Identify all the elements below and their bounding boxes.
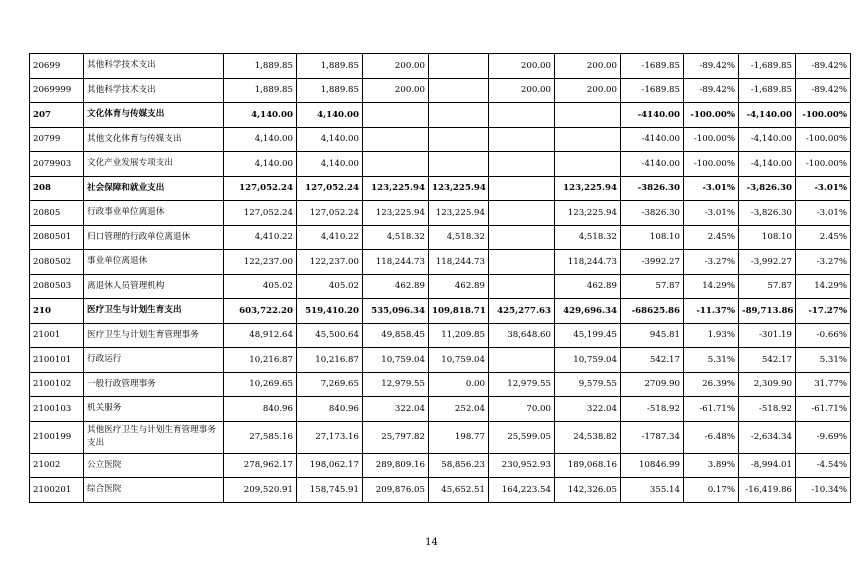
cell-final-general: 200.00	[555, 54, 621, 79]
cell-general-diff-amount: -4,140.00	[739, 152, 796, 177]
cell-code: 2080501	[30, 225, 84, 250]
cell-general-diff-percent: -100.00%	[796, 127, 851, 152]
cell-name: 文化产业发展专项支出	[84, 152, 224, 177]
cell-final-total: 10,759.04	[363, 348, 429, 373]
cell-general-diff-percent: -3.27%	[796, 250, 851, 275]
cell-name: 其他文化体育与传媒支出	[84, 127, 224, 152]
cell-general-diff-percent: 31.77%	[796, 372, 851, 397]
cell-general-diff-amount: 542.17	[739, 348, 796, 373]
cell-diff-amount: -3826.30	[621, 201, 684, 226]
table-row	[30, 225, 851, 250]
cell-final-total: 200.00	[363, 78, 429, 103]
table-row	[30, 372, 851, 397]
cell-budget-general: 840.96	[297, 397, 363, 422]
cell-diff-amount: -3992.27	[621, 250, 684, 275]
cell-final-total: 289,809.16	[363, 453, 429, 478]
cell-diff-percent: -6.48%	[684, 421, 739, 453]
cell-diff-percent: -100.00%	[684, 152, 739, 177]
cell-name: 综合医院	[84, 478, 224, 503]
cell-general-diff-amount: 57.87	[739, 274, 796, 299]
cell-general-diff-amount: -16,419.86	[739, 478, 796, 503]
cell-final-total: 118,244.73	[363, 250, 429, 275]
cell-code: 20799	[30, 127, 84, 152]
cell-budget-total: 4,140.00	[224, 152, 297, 177]
cell-general-diff-amount: -3,992.27	[739, 250, 796, 275]
table-row	[30, 397, 851, 422]
cell-general-diff-percent: 14.29%	[796, 274, 851, 299]
cell-diff-amount: -518.92	[621, 397, 684, 422]
cell-general-diff-amount: -1,689.85	[739, 54, 796, 79]
cell-final-total: 123,225.94	[363, 201, 429, 226]
cell-final-total: 535,096.34	[363, 299, 429, 324]
cell-final-general: 189,068.16	[555, 453, 621, 478]
table-row	[30, 250, 851, 275]
cell-budget-total: 603,722.20	[224, 299, 297, 324]
cell-final-project: 25,599.05	[489, 421, 555, 453]
cell-name: 社会保障和就业支出	[84, 176, 224, 201]
cell-diff-amount: -4140.00	[621, 103, 684, 128]
cell-budget-general: 1,889.85	[297, 54, 363, 79]
cell-name: 机关服务	[84, 397, 224, 422]
cell-general-diff-amount: -3,826.30	[739, 176, 796, 201]
cell-code: 207	[30, 103, 84, 128]
cell-final-general: 462.89	[555, 274, 621, 299]
cell-general-diff-amount: -89,713.86	[739, 299, 796, 324]
cell-final-project: 200.00	[489, 78, 555, 103]
cell-diff-amount: -3826.30	[621, 176, 684, 201]
cell-code: 21002	[30, 453, 84, 478]
cell-budget-general: 122,237.00	[297, 250, 363, 275]
cell-code: 20805	[30, 201, 84, 226]
cell-diff-amount: 2709.90	[621, 372, 684, 397]
cell-final-project: 230,952.93	[489, 453, 555, 478]
cell-final-total: 462.89	[363, 274, 429, 299]
cell-general-diff-percent: -89.42%	[796, 78, 851, 103]
cell-final-basic	[429, 54, 489, 79]
cell-final-total	[363, 152, 429, 177]
cell-budget-general: 127,052.24	[297, 201, 363, 226]
cell-code: 2100201	[30, 478, 84, 503]
cell-name: 行政事业单位离退休	[84, 201, 224, 226]
cell-final-project	[489, 250, 555, 275]
cell-general-diff-amount: 2,309.90	[739, 372, 796, 397]
cell-budget-general: 158,745.91	[297, 478, 363, 503]
table-row	[30, 54, 851, 79]
cell-diff-percent: 2.45%	[684, 225, 739, 250]
cell-final-total: 25,797.82	[363, 421, 429, 453]
cell-diff-amount: 542.17	[621, 348, 684, 373]
cell-final-general: 4,518.32	[555, 225, 621, 250]
cell-general-diff-amount: -8,994.01	[739, 453, 796, 478]
cell-final-basic: 11,209.85	[429, 323, 489, 348]
cell-code: 2069999	[30, 78, 84, 103]
cell-final-total: 322.04	[363, 397, 429, 422]
cell-final-basic: 0.00	[429, 372, 489, 397]
cell-final-general: 118,244.73	[555, 250, 621, 275]
cell-final-general: 322.04	[555, 397, 621, 422]
cell-final-basic: 58,856.23	[429, 453, 489, 478]
cell-diff-percent: -100.00%	[684, 127, 739, 152]
cell-budget-general: 519,410.20	[297, 299, 363, 324]
table-row	[30, 478, 851, 503]
cell-name: 一般行政管理事务	[84, 372, 224, 397]
cell-general-diff-percent: -9.69%	[796, 421, 851, 453]
cell-final-total: 49,858.45	[363, 323, 429, 348]
cell-general-diff-percent: -89.42%	[796, 54, 851, 79]
cell-name: 事业单位离退休	[84, 250, 224, 275]
cell-name: 医疗卫生与计划生育管理事务	[84, 323, 224, 348]
cell-diff-amount: -1689.85	[621, 54, 684, 79]
cell-final-total	[363, 127, 429, 152]
cell-budget-general: 7,269.65	[297, 372, 363, 397]
cell-final-basic	[429, 78, 489, 103]
cell-name: 其他科学技术支出	[84, 54, 224, 79]
cell-diff-percent: -3.27%	[684, 250, 739, 275]
cell-general-diff-amount: -518.92	[739, 397, 796, 422]
cell-budget-total: 1,889.85	[224, 78, 297, 103]
cell-code: 2080502	[30, 250, 84, 275]
cell-code: 2079903	[30, 152, 84, 177]
cell-general-diff-amount: -4,140.00	[739, 103, 796, 128]
cell-final-project	[489, 127, 555, 152]
cell-budget-total: 4,410.22	[224, 225, 297, 250]
cell-final-basic: 45,652.51	[429, 478, 489, 503]
cell-final-total: 12,979.55	[363, 372, 429, 397]
cell-final-basic	[429, 152, 489, 177]
cell-final-general: 45,199.45	[555, 323, 621, 348]
table-row	[30, 127, 851, 152]
cell-budget-total: 278,962.17	[224, 453, 297, 478]
cell-final-basic: 118,244.73	[429, 250, 489, 275]
page-number: 14	[425, 537, 438, 548]
cell-budget-total: 10,269.65	[224, 372, 297, 397]
cell-final-basic: 10,759.04	[429, 348, 489, 373]
table-row	[30, 176, 851, 201]
cell-final-project	[489, 201, 555, 226]
cell-budget-total: 48,912.64	[224, 323, 297, 348]
cell-diff-amount: 945.81	[621, 323, 684, 348]
cell-budget-general: 4,140.00	[297, 152, 363, 177]
cell-name: 归口管理的行政单位离退休	[84, 225, 224, 250]
cell-final-general: 24,538.82	[555, 421, 621, 453]
cell-final-general: 9,579.55	[555, 372, 621, 397]
cell-diff-percent: -89.42%	[684, 78, 739, 103]
cell-diff-percent: 0.17%	[684, 478, 739, 503]
cell-final-total: 200.00	[363, 54, 429, 79]
cell-diff-percent: -61.71%	[684, 397, 739, 422]
cell-general-diff-amount: -3,826.30	[739, 201, 796, 226]
cell-final-project	[489, 225, 555, 250]
cell-diff-amount: 108.10	[621, 225, 684, 250]
cell-diff-percent: -3.01%	[684, 176, 739, 201]
cell-general-diff-percent: -10.34%	[796, 478, 851, 503]
cell-diff-percent: -3.01%	[684, 201, 739, 226]
cell-diff-amount: 355.14	[621, 478, 684, 503]
cell-budget-general: 27,173.16	[297, 421, 363, 453]
table-row	[30, 201, 851, 226]
table-row	[30, 299, 851, 324]
cell-diff-amount: -1787.34	[621, 421, 684, 453]
cell-name: 医疗卫生与计划生育支出	[84, 299, 224, 324]
cell-diff-percent: 26.39%	[684, 372, 739, 397]
cell-code: 2100103	[30, 397, 84, 422]
cell-diff-percent: 3.89%	[684, 453, 739, 478]
cell-budget-general: 4,140.00	[297, 103, 363, 128]
cell-budget-total: 122,237.00	[224, 250, 297, 275]
cell-final-basic	[429, 127, 489, 152]
cell-budget-general: 1,889.85	[297, 78, 363, 103]
cell-diff-percent: -100.00%	[684, 103, 739, 128]
cell-final-basic: 252.04	[429, 397, 489, 422]
cell-budget-total: 127,052.24	[224, 201, 297, 226]
cell-final-general: 123,225.94	[555, 176, 621, 201]
cell-diff-amount: -4140.00	[621, 152, 684, 177]
cell-final-basic: 123,225.94	[429, 201, 489, 226]
cell-budget-general: 405.02	[297, 274, 363, 299]
cell-final-project: 38,648.60	[489, 323, 555, 348]
cell-final-basic: 4,518.32	[429, 225, 489, 250]
table-row	[30, 323, 851, 348]
cell-code: 2080503	[30, 274, 84, 299]
cell-name: 离退休人员管理机构	[84, 274, 224, 299]
cell-final-basic	[429, 103, 489, 128]
cell-general-diff-amount: -2,634.34	[739, 421, 796, 453]
cell-diff-amount: -1689.85	[621, 78, 684, 103]
cell-final-project: 70.00	[489, 397, 555, 422]
cell-budget-general: 4,410.22	[297, 225, 363, 250]
cell-name: 其他医疗卫生与计划生育管理事务支出	[84, 421, 224, 453]
cell-final-total: 123,225.94	[363, 176, 429, 201]
cell-budget-total: 209,520.91	[224, 478, 297, 503]
table-row	[30, 274, 851, 299]
cell-general-diff-percent: -61.71%	[796, 397, 851, 422]
cell-budget-total: 27,585.16	[224, 421, 297, 453]
cell-budget-total: 1,889.85	[224, 54, 297, 79]
cell-code: 2100199	[30, 421, 84, 453]
cell-name: 文化体育与传媒支出	[84, 103, 224, 128]
cell-general-diff-amount: -4,140.00	[739, 127, 796, 152]
table-body	[30, 54, 851, 503]
cell-general-diff-percent: 5.31%	[796, 348, 851, 373]
cell-final-project	[489, 274, 555, 299]
cell-final-general	[555, 103, 621, 128]
cell-budget-general: 45,500.64	[297, 323, 363, 348]
cell-general-diff-amount: -301.19	[739, 323, 796, 348]
budget-table	[29, 53, 851, 503]
cell-final-project	[489, 348, 555, 373]
cell-name: 行政运行	[84, 348, 224, 373]
cell-final-project: 200.00	[489, 54, 555, 79]
cell-final-general: 142,326.05	[555, 478, 621, 503]
cell-budget-total: 10,216.87	[224, 348, 297, 373]
cell-diff-percent: 1.93%	[684, 323, 739, 348]
cell-budget-total: 4,140.00	[224, 127, 297, 152]
cell-final-project: 164,223.54	[489, 478, 555, 503]
cell-general-diff-percent: -17.27%	[796, 299, 851, 324]
cell-diff-amount: -68625.86	[621, 299, 684, 324]
cell-budget-general: 198,062.17	[297, 453, 363, 478]
cell-general-diff-percent: -4.54%	[796, 453, 851, 478]
cell-code: 21001	[30, 323, 84, 348]
cell-final-basic: 123,225.94	[429, 176, 489, 201]
cell-budget-total: 127,052.24	[224, 176, 297, 201]
cell-final-general: 123,225.94	[555, 201, 621, 226]
cell-final-general	[555, 127, 621, 152]
cell-general-diff-percent: 2.45%	[796, 225, 851, 250]
cell-budget-total: 405.02	[224, 274, 297, 299]
table-row	[30, 348, 851, 373]
cell-code: 20699	[30, 54, 84, 79]
cell-general-diff-amount: 108.10	[739, 225, 796, 250]
cell-final-basic: 198.77	[429, 421, 489, 453]
cell-general-diff-percent: -100.00%	[796, 152, 851, 177]
cell-budget-total: 840.96	[224, 397, 297, 422]
cell-diff-percent: -11.37%	[684, 299, 739, 324]
table-row	[30, 78, 851, 103]
table-row	[30, 103, 851, 128]
table-row	[30, 453, 851, 478]
cell-diff-percent: -89.42%	[684, 54, 739, 79]
cell-code: 208	[30, 176, 84, 201]
cell-code: 2100101	[30, 348, 84, 373]
cell-diff-amount: -4140.00	[621, 127, 684, 152]
cell-final-basic: 109,818.71	[429, 299, 489, 324]
table-row	[30, 152, 851, 177]
cell-diff-percent: 14.29%	[684, 274, 739, 299]
cell-final-general: 10,759.04	[555, 348, 621, 373]
cell-final-project: 12,979.55	[489, 372, 555, 397]
cell-budget-general: 4,140.00	[297, 127, 363, 152]
cell-name: 公立医院	[84, 453, 224, 478]
cell-code: 2100102	[30, 372, 84, 397]
table-row	[30, 421, 851, 453]
cell-final-total: 4,518.32	[363, 225, 429, 250]
cell-final-general: 429,696.34	[555, 299, 621, 324]
cell-final-general: 200.00	[555, 78, 621, 103]
cell-name: 其他科学技术支出	[84, 78, 224, 103]
cell-final-project: 425,277.63	[489, 299, 555, 324]
cell-diff-percent: 5.31%	[684, 348, 739, 373]
cell-budget-total: 4,140.00	[224, 103, 297, 128]
cell-final-project	[489, 103, 555, 128]
cell-code: 210	[30, 299, 84, 324]
cell-final-project	[489, 152, 555, 177]
cell-diff-amount: 10846.99	[621, 453, 684, 478]
cell-final-total: 209,876.05	[363, 478, 429, 503]
cell-general-diff-percent: -0.66%	[796, 323, 851, 348]
cell-final-project	[489, 176, 555, 201]
cell-general-diff-percent: -3.01%	[796, 201, 851, 226]
cell-final-general	[555, 152, 621, 177]
cell-general-diff-amount: -1,689.85	[739, 78, 796, 103]
cell-general-diff-percent: -100.00%	[796, 103, 851, 128]
cell-final-total	[363, 103, 429, 128]
cell-diff-amount: 57.87	[621, 274, 684, 299]
cell-final-basic: 462.89	[429, 274, 489, 299]
cell-general-diff-percent: -3.01%	[796, 176, 851, 201]
cell-budget-general: 10,216.87	[297, 348, 363, 373]
cell-budget-general: 127,052.24	[297, 176, 363, 201]
